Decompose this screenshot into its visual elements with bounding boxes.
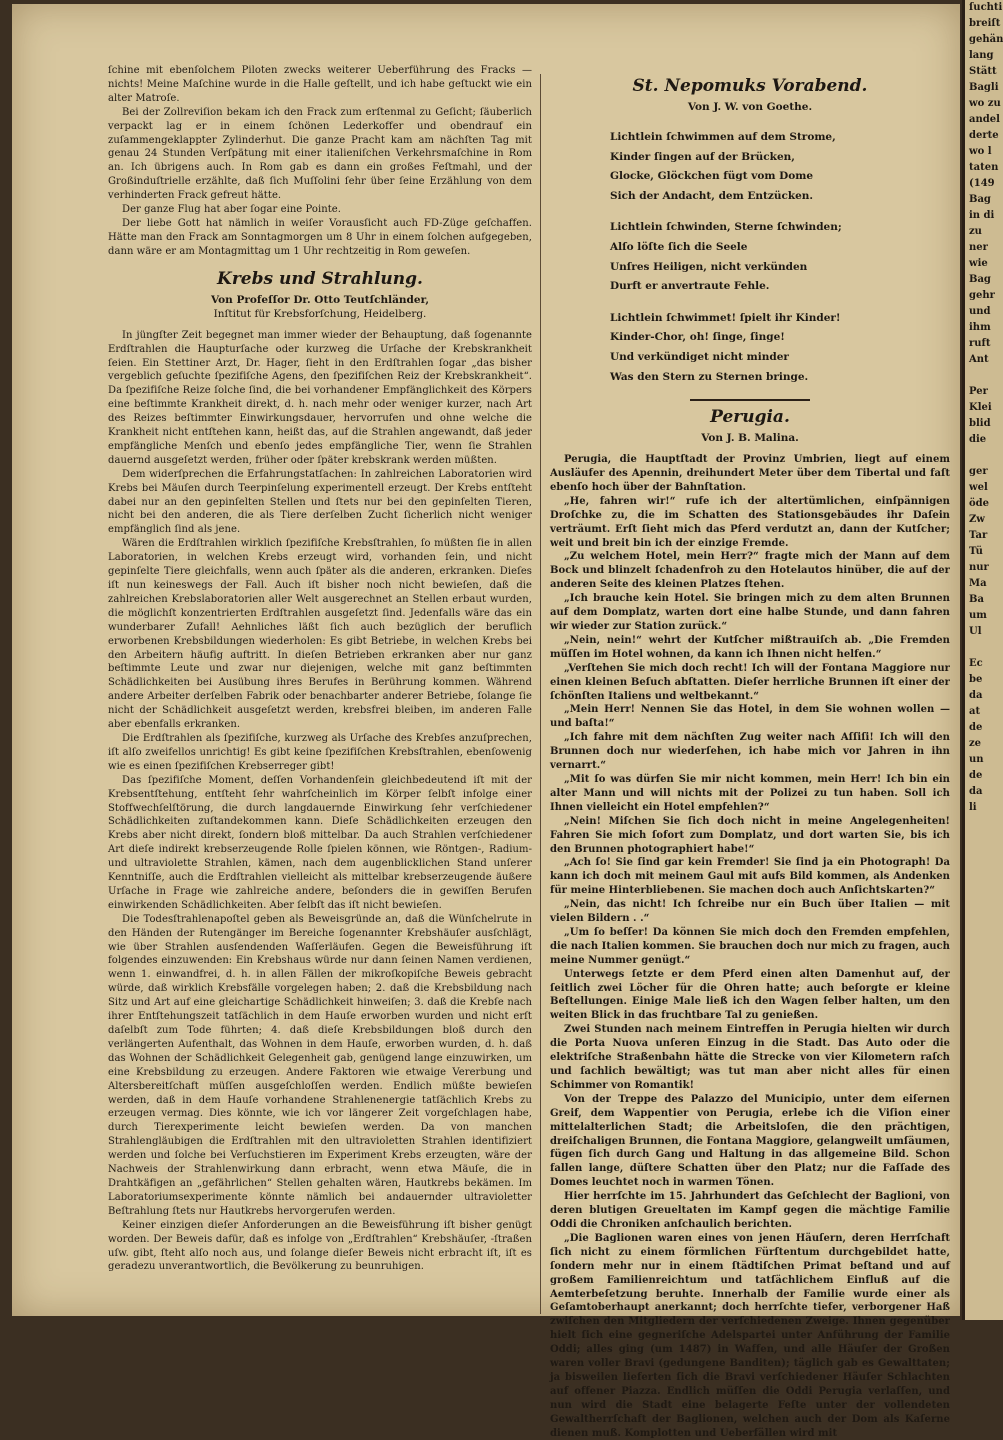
- adjacent-page-fragment: ner: [969, 242, 988, 253]
- adjacent-page-fragment: ruft: [969, 338, 991, 349]
- article-body: [108, 329, 532, 1275]
- paragraph: Bei der Zollreviſion bekam ich den Frack zum erſtenmal zu Geſicht; ſäuberlich verpackt lag er in einem ſchönen Lederkoffer und obendrauf ein zuſammengeklappter Zylinderhut. Die ganze Pracht kam am nächſten Tag mit genau 24 Stunden Verſpätung mit einer italieniſchen Verkehrsmaſchine in Rom an. Ich übrigens auch. In Rom gab es dann ein großes Feſtmahl, und der Großinduſtrielle erzählte, daß ſich Muſſolini ſehr über ſeine Erzählung von dem verhinderten Frack gefreut hätte.: [108, 106, 532, 202]
- paragraph: Unterwegs ſetzte er dem Pferd einen alten Damenhut auf, der ſeitlich zwei Löcher für die Ohren hatte; auch beſorgte er kleine Beſtellungen. Einige Male ließ ich den Wagen ſelber halten, um den weiten Blick in das fruchtbare Tal zu genießen.: [550, 968, 950, 1022]
- paragraph: Das ſpezifiſche Moment, deſſen Vorhandenſein gleichbedeutend iſt mit der Krebsentſtehung, entſteht ſehr wahrſcheinlich im Körper ſelbſt infolge einer Stoffwechſelſtörung, die durch langdauernde Einwirkung ſehr verſchiedener Schädlichkeiten zuſtandekommen kann. Dieſe Schädlichkeiten erzeugen den Krebs aber nicht direkt, ſondern bloß mittelbar. Da auch Strahlen verſchiedener Art dieſe indirekt krebserzeugende Rolle ſpielen können, wie Röntgen-, Radium- und ultraviolette Strahlen, kämen, nach dem augenblicklichen Stand unſerer Kenntniſſe, auch die Erdſtrahlen vielleicht als mittelbar krebserzeugende äußere Urſache in Frage wie zahlreiche andere, beſonders die in gewiſſen Berufen einwirkenden Schädlichkeiten. Aber ſelbſt das iſt nicht bewieſen.: [108, 774, 532, 911]
- adjacent-page-fragment: Ant: [969, 354, 989, 365]
- adjacent-page-fragment: Klei: [969, 402, 992, 413]
- adjacent-page-fragment: blid: [969, 418, 991, 429]
- adjacent-page-fragment: Ec: [969, 658, 983, 669]
- newspaper-page: [12, 4, 960, 1439]
- adjacent-page-fragment: Ul: [969, 626, 982, 637]
- poem-byline: Von J. W. von Goethe.: [687, 101, 813, 113]
- left-column: [108, 64, 532, 1314]
- paragraph: „Ich fahre mit dem nächſten Zug weiter nach Aſſiſi! Ich will den Brunnen doch nur wiederſehen, ich habe mich vor Jahren in ihn vernarrt.“: [550, 732, 950, 772]
- adjacent-page-fragment: gehän: [969, 34, 1003, 45]
- article-body: [550, 453, 950, 1440]
- adjacent-page-fragment: Ba: [969, 594, 984, 605]
- poem: [550, 128, 950, 387]
- section-rule: [690, 399, 810, 401]
- poem-stanza: [610, 309, 950, 387]
- continued-article: [108, 64, 532, 259]
- adjacent-page-fragment: un: [969, 754, 984, 765]
- adjacent-page-fragment: li: [969, 802, 977, 813]
- right-column: [550, 64, 950, 1439]
- poem-line: Sich der Andacht, dem Entzücken.: [610, 189, 814, 202]
- paragraph: Perugia, die Hauptſtadt der Provinz Umbrien, liegt auf einem Ausläufer des Apennin, dreihundert Meter über dem Tibertal und faſt ebenſo hoch über der Bahnſtation.: [550, 454, 950, 493]
- poem-line: Lichtlein ſchwimmet! ſpielt ihr Kinder!: [610, 311, 841, 324]
- poem-line: Durft er anvertraute Fehle.: [610, 280, 770, 293]
- adjacent-page-fragment: wie: [969, 258, 988, 269]
- article-byline: Von J. B. Malina.: [701, 432, 799, 445]
- adjacent-page-fragment: Tar: [969, 530, 988, 541]
- adjacent-page-fragment: wel: [969, 482, 988, 493]
- paragraph: Zwei Stunden nach meinem Eintreffen in Perugia hielten wir durch die Porta Nuova unſeren Einzug in die Stadt. Das Auto oder die elektriſche Straßenbahn hätte die Strecke von vier Kilometern raſch und ſachlich bewältigt; was tut man aber nicht alles für einen Schimmer von Romantik!: [550, 1024, 950, 1091]
- poem-line: Glocke, Glöckchen fügt vom Dome: [610, 170, 814, 183]
- adjacent-page-fragment: gehr: [969, 290, 995, 301]
- paragraph: ſchine mit ebenſolchem Piloten zwecks weiterer Ueberführung des Fracks — nichts! Meine Maſchine wurde in die Halle geſtellt, und ich habe geſtuckt wie ein alter Matroſe.: [108, 65, 532, 104]
- adjacent-page-fragment: in di: [969, 210, 995, 221]
- adjacent-page-fragment: und: [969, 306, 991, 317]
- paragraph: „Mein Herr! Nennen Sie das Hotel, in dem Sie wohnen wollen — und baſta!“: [550, 704, 950, 730]
- article-byline: Von Profeſſor Dr. Otto Teutſchländer,: [210, 293, 429, 306]
- poem-title: St. Nepomuks Vorabend.: [632, 76, 868, 96]
- adjacent-page-fragment: [965, 368, 1003, 384]
- adjacent-page-fragment: Bagli: [969, 82, 999, 93]
- poem-line: Und verkündiget nicht minder: [610, 350, 789, 363]
- adjacent-page-fragment: wo l: [969, 146, 992, 157]
- adjacent-page-fragment: lang: [969, 50, 994, 61]
- adjacent-page-fragment: Tü: [969, 546, 983, 557]
- poem-stanza: [610, 218, 950, 296]
- adjacent-page-fragment: [965, 640, 1003, 656]
- adjacent-page-fragment: ger: [969, 466, 988, 477]
- paragraph: „Die Baglionen waren eines von jenen Häuſern, deren Herrſchaft ſich nicht zu einem förmlichen Fürſtentum durchgebildet hatte, ſondern mehr nur in einem ſtädtiſchen Primat beſtand und auf großem Familienreichtum und tatſächlichem Einfluß auf die Aemterbeſetzung beruhte. Innerhalb der Familie wurde einer als Geſamtoberhaupt anerkannt; doch herrſchte tiefer, verborgener Haß zwiſchen den Mitgliedern der verſchiedenen Zweige. Ihnen gegenüber hielt ſich eine gegneriſche Adelspartei unter Anführung der Familie Oddi; alles ging (um 1487) in Waffen, und alle Häuſer der Großen waren voller Bravi (gedungene Banditen); täglich gab es Gewalttaten; ja bisweilen lieferten ſich die Bravi verſchiedener Häuſer Schlachten auf offener Piazza. Endlich müſſen die Oddi Perugia verlaſſen, und nun wird die Stadt eine belagerte Feſte unter der vollendeten Gewaltherrſchaft der Baglionen, welchen auch der Dom als Kaſerne dienen muß. Komplotten und Ueberfällen wird mit: [550, 1232, 950, 1439]
- poem-line: Lichtlein ſchwimmen auf dem Strome,: [610, 131, 836, 143]
- adjacent-page-text: [965, 0, 1003, 816]
- paragraph: „Ach ſo! Sie ſind gar kein Fremder! Sie ſind ja ein Photograph! Da kann ich doch mit meinem Gaul mit aufs Bild kommen, als Andenken für meine Hinterbliebenen. Sie machen doch auch Anſichtskarten?“: [550, 857, 950, 897]
- paragraph: „Nein, nein!“ wehrt der Kutſcher mißtrauiſch ab. „Die Fremden müſſen im Hotel wohnen, da kann ich Ihnen nicht helfen.“: [550, 634, 950, 660]
- adjacent-page-fragment: at: [969, 706, 981, 717]
- adjacent-page-fragment: andel: [969, 114, 1000, 125]
- paragraph: Hier herrſchte im 15. Jahrhundert das Geſchlecht der Baglioni, von deren blutigen Greueltaten im Kampf gegen die mächtige Familie Oddi die Chroniken anſchaulich berichten.: [550, 1191, 950, 1230]
- adjacent-page-fragment: ſuchti: [969, 2, 1003, 13]
- paragraph: Keiner einzigen dieſer Anforderungen an die Beweisführung iſt bisher genügt worden. Der Beweis dafür, daß es infolge von „Erdſtrahlen“ Krebshäuſer, -ſtraßen uſw. gibt, ſteht alſo noch aus, und ſolange dieſer Beweis nicht erbracht iſt, iſt es geradezu unverantwortlich, die Bevölkerung zu beunruhigen.: [108, 1219, 532, 1273]
- paragraph: „Nein, das nicht! Ich ſchreibe nur ein Buch über Italien — mit vielen Bildern . .“: [550, 899, 950, 925]
- column-divider: [540, 74, 541, 1314]
- adjacent-page-fragment: nur: [969, 562, 989, 573]
- adjacent-page-fragment: Bag: [969, 274, 991, 285]
- adjacent-page-fragment: da: [969, 690, 983, 701]
- adjacent-page-fragment: Zw: [969, 514, 985, 525]
- article-title: Perugia.: [710, 407, 790, 428]
- paragraph: „Verſtehen Sie mich doch recht! Ich will der Fontana Maggiore nur einen kleinen Beſuch abſtatten. Dieſer herrliche Brunnen iſt einer der ſchönſten Italiens und weltbekannt.“: [550, 662, 950, 702]
- adjacent-page-fragment: Ma: [969, 578, 987, 589]
- paragraph: „Um ſo beſſer! Da können Sie mich doch den Fremden empfehlen, die nach Italien kommen. Sie brauchen doch nur mich zu fragen, auch meine Nummer genügt.“: [550, 926, 950, 966]
- adjacent-page-fragment: Bag: [969, 194, 991, 205]
- paragraph: „He, fahren wir!“ rufe ich der altertümlichen, einſpännigen Droſchke zu, die im Schatten des Stationsgebäudes ihr Daſein verträumt. Erſt ſieht mich das Pferd verdutzt an, dann der Kutſcher; weit und breit bin ich der einzige Fremde.: [550, 495, 950, 549]
- adjacent-page-fragment: Per: [969, 386, 988, 397]
- adjacent-page-edge: [962, 0, 1003, 1320]
- adjacent-page-fragment: Stätt: [969, 66, 997, 77]
- paragraph: „Mit ſo was dürfen Sie mir nicht kommen, mein Herr! Ich bin ein alter Mann und will nichts mit der Polizei zu tun haben. Soll ich Ihnen vielleicht ein Hotel empfehlen?“: [550, 773, 950, 813]
- adjacent-page-fragment: breiſt: [969, 18, 1001, 29]
- paragraph: In jüngſter Zeit begegnet man immer wieder der Behauptung, daß ſogenannte Erdſtrahlen die Haupturſache oder kurzweg die Urſache der Krebskrankheit ſeien. Ein Stettiner Arzt, Dr. Hager, ſieht in den Erdſtrahlen ſogar „das bisher vergeblich geſuchte ſpezifiſche Agens, den ſpezifiſchen Reiz der Krebskrankheit“. Da ſpezifiſche Reize ſolche ſind, die bei vorhandener Empfänglichkeit des Körpers eine beſtimmte Krankheit direkt, d. h. nach mehr oder weniger kurzer, nach Art des Reizes beſtimmter Einwirkungsdauer, hervorrufen und ohne welche die Krankheit nicht entſtehen kann, heißt das, auf die Strahlen angewandt, daß jeder empfängliche Menſch und ebenſo jedes empfängliche Tier, wenn ſie Strahlen dauernd ausgeſetzt werden, früher oder ſpäter krebskrank werden müßten.: [108, 329, 532, 466]
- adjacent-page-fragment: (149: [969, 178, 995, 189]
- paragraph: „Ich brauche kein Hotel. Sie bringen mich zu dem alten Brunnen auf dem Domplatz, warten dort eine halbe Stunde, und dann fahren wir wieder zur Station zurück.“: [550, 593, 950, 632]
- adjacent-page-fragment: ihm: [969, 322, 991, 333]
- adjacent-page-fragment: derte: [969, 130, 999, 141]
- paragraph: „Nein! Miſchen Sie ſich doch nicht in meine Angelegenheiten! Fahren Sie mich ſofort zum Domplatz, und dort warten Sie, bis ich den Brunnen photographiert habe!“: [550, 815, 950, 855]
- paragraph: Wären die Erdſtrahlen wirklich ſpezifiſche Krebsſtrahlen, ſo müßten ſie in allen Laboratorien, in welchen Krebs erzeugt wird, vorhanden ſein, und nicht gepinſelte Tiere gleichfalls, wenn auch ſpäter als die anderen, erkranken. Dieſes iſt nun keineswegs der Fall. Auch iſt bisher noch nicht bewieſen, daß die zahlreichen Krebslaboratorien aller Welt ausgerechnet an Stellen erbaut wurden, die möglichſt konzentrierten Erdſtrahlen ausgeſetzt ſind. Jedenfalls wäre das ein wunderbarer Zufall! Aehnliches läßt ſich auch bezüglich der beruflich erworbenen Krebsbildungen wiederholen: Es gibt Betriebe, in welchen Krebs bei den Arbeitern häufig auftritt. In dieſen Betrieben erkranken aber nur ganz beſtimmte Leute und zwar nur diejenigen, welche mit ganz beſtimmten Schädlichkeiten bei Ausübung ihres Berufes in Berührung kommen. Während andere Arbeiter derſelben Fabrik oder benachbarter anderer Betriebe, ſolange ſie nicht der Schädlichkeit ausgeſetzt werden, krebsfrei bleiben, im anderen Falle aber ebenfalls erkranken.: [108, 538, 532, 731]
- poem-line: Alſo löſte ſich die Seele: [610, 240, 748, 253]
- poem-line: Unſres Heiligen, nicht verkünden: [610, 260, 808, 273]
- paragraph: „Zu welchem Hotel, mein Herr?“ fragte mich der Mann auf dem Bock und blinzelt ſchadenfroh zu den Hotelautos hinüber, die auf der anderen Seite des kleinen Platzes ſtehen.: [550, 551, 950, 591]
- paragraph: Die Todesſtrahlenapoſtel geben als Beweisgründe an, daß die Wünſchelrute in den Händen der Rutengänger im Bereiche ſogenannter Krebshäuſer ausſchlägt, wie über Strahlen ausſendenden Waſſerläufen. Gegen die Beweisführung iſt folgendes einzuwenden: Ein Krebshaus würde nur dann ſeinen Namen verdienen, wenn 1. einwandfrei, d. h. in allen Fällen der mikroſkopiſche Beweis gebracht würde, daß wirklich Krebsfälle vorgelegen haben; 2. daß die Krebsbildung nach Sitz und Art auf eine gleichartige Schädlichkeit hinweiſen; 3. daß die Krebſe nach ihrer Entſtehungszeit tatſächlich in dem Hauſe erworben wurden und nicht erſt daſelbſt zum Tode führten; 4. daß dieſe Krebsbildungen bloß durch den verlängerten Aufenthalt, das Wohnen in dem Hauſe, erworben wurden, d. h. daß das Wohnen der Schädlichkeit Gelegenheit gab, genügend lange einzuwirken, um eine Krebsbildung zu erzeugen. Andere Faktoren wie etwaige Vererbung und Altersbereitſchaft müſſen ausgeſchloſſen werden. Endlich müßte bewieſen werden, daß in dem Hauſe vorhandene Strahlenenergie tatſächlich Krebs zu erzeugen vermag. Dies könnte, wie ich vor längerer Zeit vorgeſchlagen habe, durch Tierexperimente leicht bewieſen werden. Da von manchen Strahlengläubigen die Erdſtrahlen mit den ultravioletten Strahlen identifiziert werden und ſolche bei Verſuchstieren im Experiment Krebs erzeugten, wäre der Nachweis der Strahlenwirkung dann erbracht, wenn etwa Mäuſe, die in Drahtkäfigen an „gefährlichen“ Stellen gehalten wären, Hautkrebs bekämen. Im Laboratoriumsexperimente könnte nämlich bei andauernder ultravioletter Beſtrahlung ſtets nur Hautkrebs hervorgerufen werden.: [108, 913, 532, 1217]
- poem-line: Kinder-Chor, oh! ſinge, ſinge!: [610, 331, 785, 344]
- adjacent-page-fragment: [965, 448, 1003, 464]
- adjacent-page-fragment: zu: [969, 226, 982, 237]
- paragraph: Dem widerſprechen die Erfahrungstatſachen: In zahlreichen Laboratorien wird Krebs bei Mäuſen durch Teerpinſelung experimentell erzeugt. Der Krebs entſteht dabei nur an den gepinſelten Stellen und ſtets nur bei den gepinſelten Tieren, nicht bei den anderen, die als Tiere derſelben Zucht ſicherlich nicht weniger empfänglich ſind als jene.: [108, 468, 532, 536]
- paragraph: Der liebe Gott hat nämlich in weiſer Vorausſicht auch FD-Züge geſchaffen. Hätte man den Frack am Sonntagmorgen um 8 Uhr in einem ſolchen aufgegeben, dann wäre er am Montagmittag um 1 Uhr rechtzeitig in Rom geweſen.: [108, 217, 532, 257]
- poem-stanza: [610, 128, 950, 206]
- adjacent-page-fragment: ze: [969, 738, 982, 749]
- adjacent-page-fragment: um: [969, 610, 987, 621]
- paragraph: Die Erdſtrahlen als ſpezifiſche, kurzweg als Urſache des Krebſes anzuſprechen, iſt alſo zweifellos unrichtig! Es gibt keine ſpezifiſchen Krebsſtrahlen, ebenſowenig wie es einen ſpezifiſchen Krebserreger gibt!: [108, 732, 532, 772]
- article-title: Krebs und Strahlung.: [217, 268, 423, 289]
- article-institute: Inſtitut für Krebsforſchung, Heidelberg.: [213, 307, 427, 320]
- adjacent-page-fragment: die: [969, 434, 987, 445]
- paragraph: Von der Treppe des Palazzo del Municipio, unter dem eiſernen Greif, dem Wappentier von Perugia, erlebe ich die Viſion einer mittelalterlichen Stadt; die Arbeitsloſen, die den prächtigen, dreiſchaligen Brunnen, die Fontana Maggiore, gelangweilt umſäumen, fügen ſich durch Gang und Haltung in das allgemeine Bild. Schon fallen lange, düſtere Schatten über den Platz; nur die Faſſade des Domes leuchtet noch in warmen Tönen.: [550, 1093, 950, 1189]
- poem-line: Was den Stern zu Sternen bringe.: [610, 370, 809, 383]
- adjacent-page-fragment: de: [969, 770, 983, 781]
- adjacent-page-fragment: öde: [969, 498, 990, 509]
- poem-line: Kinder ſingen auf der Brücken,: [610, 150, 795, 163]
- adjacent-page-fragment: de: [969, 722, 983, 733]
- poem-line: Lichtlein ſchwinden, Sterne ſchwinden;: [610, 221, 842, 234]
- adjacent-page-fragment: da: [969, 786, 983, 797]
- paragraph: Der ganze Flug hat aber ſogar eine Pointe.: [122, 204, 341, 216]
- adjacent-page-fragment: wo zu: [969, 98, 1001, 109]
- adjacent-page-fragment: be: [969, 674, 983, 685]
- adjacent-page-fragment: taten: [969, 162, 999, 173]
